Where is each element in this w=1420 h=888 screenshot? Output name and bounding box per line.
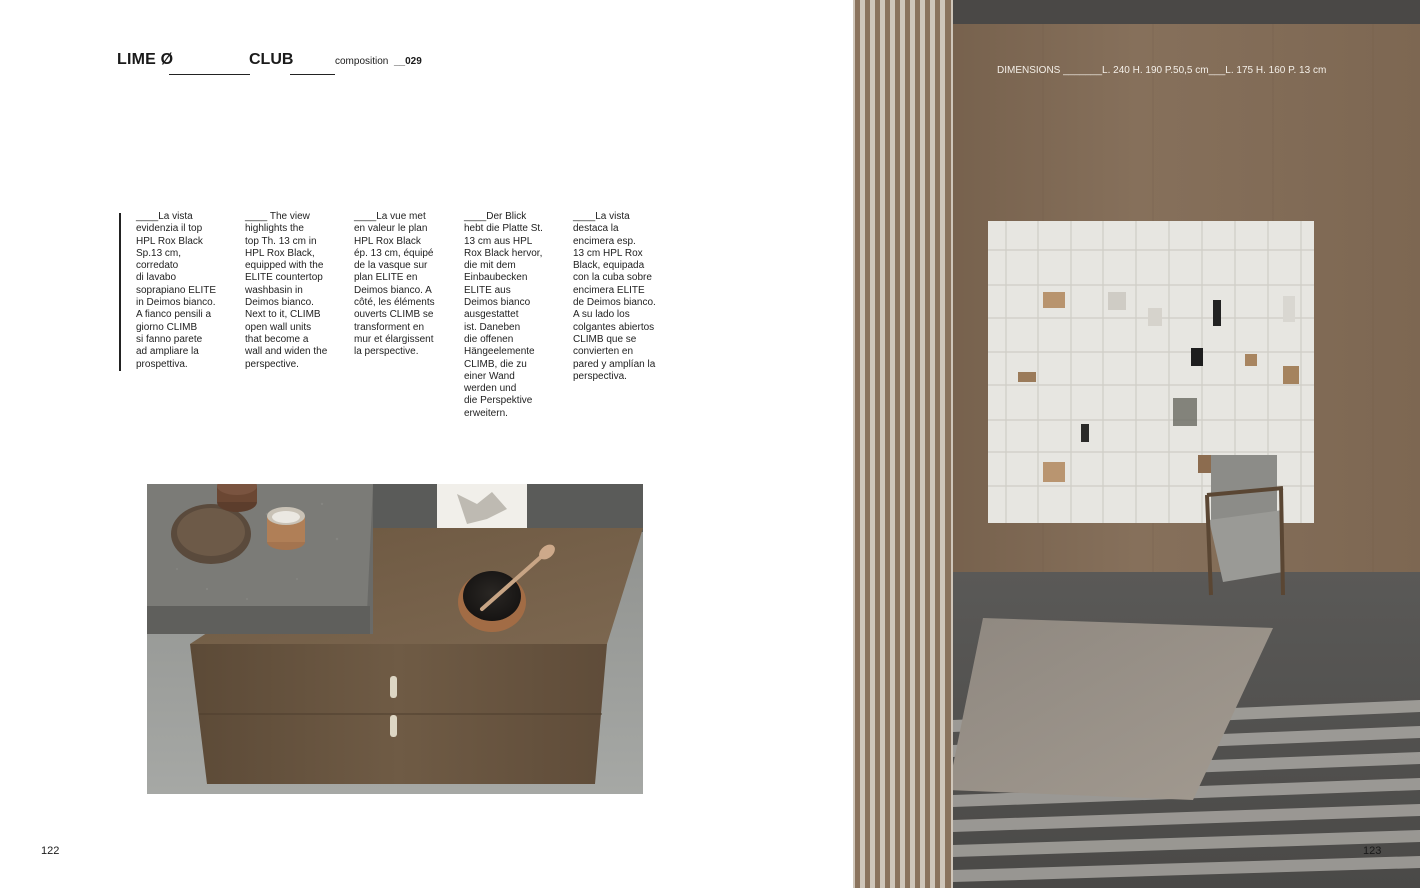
text-german: ____Der Blick hebt die Platte St. 13 cm aus HPL Rox Black hervor, die mit dem Einbaubecken ELITE aus Deimos bianco ausgestattet ist. Daneben die offenen Hängeelemente CLIMB, die zu einer Wand werden und die Perspektive erweitern. — [464, 211, 543, 419]
text-french: ____La vue met en valeur le plan HPL Rox Black ép. 13 cm, équipé de la vasque sur plan ELITE en Deimos bianco. A côté, les éléments ouverts CLIMB se transforment en mur et élargissent la perspective. — [354, 211, 435, 358]
dimensions-label: DIMENSIONS _______L. 240 H. 190 P.50,5 cm___L. 175 H. 160 P. 13 cm — [997, 65, 1327, 76]
text-english: ____ The view highlights the top Th. 13 cm in HPL Rox Black, equipped with the ELITE countertop washbasin in Deimos bianco. Next to it, CLIMB open wall units that become a wall and widen the perspective. — [245, 211, 328, 370]
page-number-right: 123 — [1363, 845, 1382, 857]
composition-label: composition — [335, 56, 389, 67]
series-title: LIME Ø — [117, 51, 174, 68]
text-spanish: ____La vista destaca la encimera esp. 13 cm HPL Rox Black, equipada con la cuba sobre encimera ELITE de Deimos bianco. A su lado los colgantes abiertos CLIMB que se convierten en pared y amplían la perspectiva. — [573, 211, 656, 382]
text-rule — [119, 213, 121, 371]
text-italian: ____La vista evidenzia il top HPL Rox Black Sp.13 cm, corredato di lavabo soprapiano ELITE in Deimos bianco. A fianco pensili a giorno CLIMB si fanno parete ad ampliare la prospettiva. — [136, 211, 217, 370]
detail-photo-illustration — [147, 484, 643, 794]
collection-title: CLUB — [249, 51, 294, 68]
composition-number: __029 — [394, 56, 422, 67]
page-number-left: 122 — [41, 845, 60, 857]
title-underline — [169, 74, 250, 75]
right-page — [853, 0, 1420, 888]
room-photo — [853, 0, 1420, 888]
detail-photo — [147, 484, 643, 794]
title-underline — [290, 74, 335, 75]
